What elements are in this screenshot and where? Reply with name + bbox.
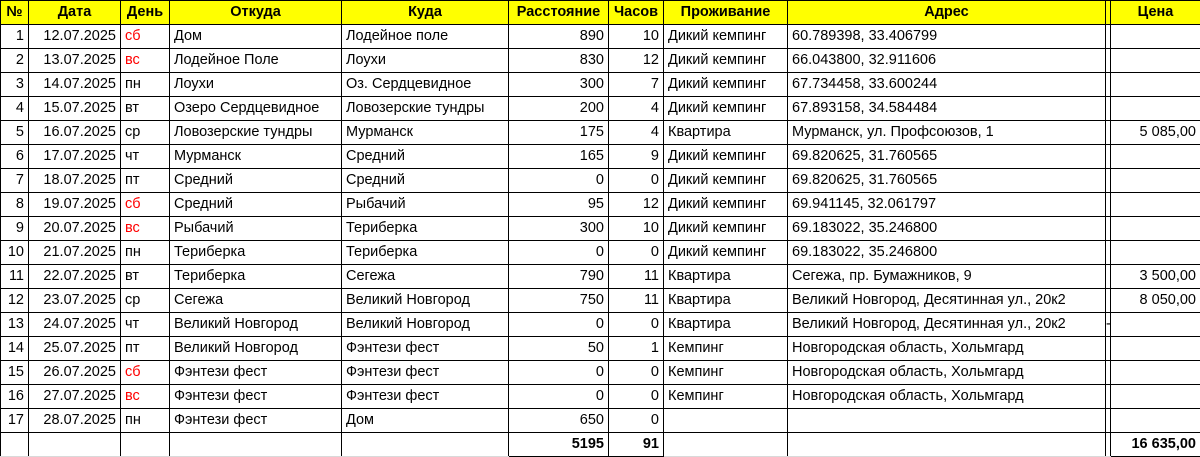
from-cell[interactable]: Териберка	[170, 241, 342, 265]
table-row	[1, 217, 1200, 241]
stay-cell[interactable]: Дикий кемпинг	[664, 169, 788, 193]
header-address[interactable]: Адрес	[788, 1, 1106, 25]
header-distance[interactable]: Расстояние	[509, 1, 609, 25]
from-cell[interactable]: Териберка	[170, 265, 342, 289]
day-cell[interactable]: пн	[121, 241, 170, 265]
date-cell[interactable]: 12.07.2025	[29, 25, 121, 49]
hours-cell[interactable]: 0	[609, 361, 664, 385]
hours-cell[interactable]: 0	[609, 313, 664, 337]
hours-cell[interactable]: 4	[609, 121, 664, 145]
address-cell[interactable]: Великий Новгород, Десятинная ул., 20к2	[788, 313, 1106, 337]
extra-cell[interactable]: -	[1106, 313, 1111, 337]
price-cell[interactable]	[1111, 193, 1200, 217]
date-cell[interactable]: 17.07.2025	[29, 145, 121, 169]
from-cell[interactable]: Лодейное Поле	[170, 49, 342, 73]
address-cell[interactable]: 66.043800, 32.911606	[788, 49, 1106, 73]
day-cell[interactable]: ср	[121, 289, 170, 313]
row-number-cell[interactable]: 9	[1, 217, 29, 241]
to-cell[interactable]: Рыбачий	[342, 193, 509, 217]
to-cell[interactable]: Фэнтези фест	[342, 361, 509, 385]
day-cell[interactable]: сб	[121, 25, 170, 49]
address-cell[interactable]: Новгородская область, Хольмгард	[788, 337, 1106, 361]
day-cell[interactable]: вс	[121, 217, 170, 241]
distance-cell[interactable]: 300	[509, 73, 609, 97]
hours-cell[interactable]: 11	[609, 265, 664, 289]
total-empty-cell[interactable]	[342, 433, 509, 457]
stay-cell[interactable]: Дикий кемпинг	[664, 25, 788, 49]
table-row	[1, 121, 1200, 145]
stay-cell[interactable]	[664, 409, 788, 433]
date-cell[interactable]: 23.07.2025	[29, 289, 121, 313]
distance-cell[interactable]: 200	[509, 97, 609, 121]
from-cell[interactable]: Средний	[170, 169, 342, 193]
to-cell[interactable]: Средний	[342, 145, 509, 169]
from-cell[interactable]: Лоухи	[170, 73, 342, 97]
from-cell[interactable]: Дом	[170, 25, 342, 49]
total-empty-cell[interactable]	[664, 433, 788, 457]
stay-cell[interactable]: Кемпинг	[664, 337, 788, 361]
date-cell[interactable]: 21.07.2025	[29, 241, 121, 265]
date-cell[interactable]: 20.07.2025	[29, 217, 121, 241]
address-cell[interactable]: 69.820625, 31.760565	[788, 145, 1106, 169]
distance-cell[interactable]: 0	[509, 313, 609, 337]
distance-cell[interactable]: 830	[509, 49, 609, 73]
stay-cell[interactable]: Кемпинг	[664, 385, 788, 409]
price-cell[interactable]: 3 500,00	[1111, 265, 1200, 289]
row-number-cell[interactable]: 14	[1, 337, 29, 361]
distance-cell[interactable]: 750	[509, 289, 609, 313]
row-number-cell[interactable]: 4	[1, 97, 29, 121]
from-cell[interactable]: Сегежа	[170, 289, 342, 313]
hours-cell[interactable]: 4	[609, 97, 664, 121]
price-cell[interactable]	[1111, 241, 1200, 265]
from-cell[interactable]: Великий Новгород	[170, 313, 342, 337]
header-stay[interactable]: Проживание	[664, 1, 788, 25]
date-cell[interactable]: 16.07.2025	[29, 121, 121, 145]
table-row	[1, 25, 1200, 49]
day-cell[interactable]: пт	[121, 337, 170, 361]
to-cell[interactable]: Териберка	[342, 241, 509, 265]
table-row	[1, 145, 1200, 169]
hours-cell[interactable]: 0	[609, 169, 664, 193]
table-row	[1, 49, 1200, 73]
header-hours[interactable]: Часов	[609, 1, 664, 25]
price-cell[interactable]	[1111, 145, 1200, 169]
address-cell[interactable]: Мурманск, ул. Профсоюзов, 1	[788, 121, 1106, 145]
header-row	[1, 1, 1200, 25]
from-cell[interactable]: Фэнтези фест	[170, 409, 342, 433]
hours-cell[interactable]: 0	[609, 409, 664, 433]
distance-cell[interactable]: 165	[509, 145, 609, 169]
table-row	[1, 385, 1200, 409]
price-cell[interactable]	[1111, 49, 1200, 73]
day-cell[interactable]: сб	[121, 193, 170, 217]
stay-cell[interactable]: Дикий кемпинг	[664, 73, 788, 97]
total-empty-cell[interactable]	[1, 433, 29, 457]
table-row	[1, 241, 1200, 265]
day-cell[interactable]: вс	[121, 385, 170, 409]
total-distance[interactable]: 5195	[509, 433, 609, 457]
stay-cell[interactable]: Дикий кемпинг	[664, 217, 788, 241]
distance-cell[interactable]: 0	[509, 361, 609, 385]
to-cell[interactable]: Средний	[342, 169, 509, 193]
row-number-cell[interactable]: 16	[1, 385, 29, 409]
header-price[interactable]: Цена	[1111, 1, 1200, 25]
from-cell[interactable]: Фэнтези фест	[170, 385, 342, 409]
price-cell[interactable]	[1111, 25, 1200, 49]
row-number-cell[interactable]: 6	[1, 145, 29, 169]
total-hours[interactable]: 91	[609, 433, 664, 457]
hours-cell[interactable]: 0	[609, 385, 664, 409]
row-number-cell[interactable]: 1	[1, 25, 29, 49]
address-cell[interactable]: 60.789398, 33.406799	[788, 25, 1106, 49]
day-cell[interactable]: вт	[121, 97, 170, 121]
distance-cell[interactable]: 0	[509, 169, 609, 193]
hours-cell[interactable]: 7	[609, 73, 664, 97]
day-cell[interactable]: вт	[121, 265, 170, 289]
date-cell[interactable]: 13.07.2025	[29, 49, 121, 73]
to-cell[interactable]: Фэнтези фест	[342, 385, 509, 409]
distance-cell[interactable]: 0	[509, 385, 609, 409]
row-number-cell[interactable]: 8	[1, 193, 29, 217]
date-cell[interactable]: 19.07.2025	[29, 193, 121, 217]
address-cell[interactable]: Великий Новгород, Десятинная ул., 20к2	[788, 289, 1106, 313]
to-cell[interactable]: Лодейное поле	[342, 25, 509, 49]
to-cell[interactable]: Великий Новгород	[342, 313, 509, 337]
header-number[interactable]: №	[1, 1, 29, 25]
header-from[interactable]: Откуда	[170, 1, 342, 25]
from-cell[interactable]: Мурманск	[170, 145, 342, 169]
total-empty-cell[interactable]	[29, 433, 121, 457]
date-cell[interactable]: 28.07.2025	[29, 409, 121, 433]
to-cell[interactable]: Оз. Сердцевидное	[342, 73, 509, 97]
address-cell[interactable]: 69.183022, 35.246800	[788, 217, 1106, 241]
price-cell[interactable]	[1111, 313, 1200, 337]
stay-cell[interactable]: Квартира	[664, 121, 788, 145]
hours-cell[interactable]: 10	[609, 217, 664, 241]
stay-cell[interactable]: Квартира	[664, 289, 788, 313]
distance-cell[interactable]: 300	[509, 217, 609, 241]
table-row	[1, 97, 1200, 121]
to-cell[interactable]: Сегежа	[342, 265, 509, 289]
hours-cell[interactable]: 0	[609, 241, 664, 265]
row-number-cell[interactable]: 3	[1, 73, 29, 97]
row-number-cell[interactable]: 2	[1, 49, 29, 73]
from-cell[interactable]: Великий Новгород	[170, 337, 342, 361]
distance-cell[interactable]: 175	[509, 121, 609, 145]
distance-cell[interactable]: 890	[509, 25, 609, 49]
table-row	[1, 169, 1200, 193]
row-number-cell[interactable]: 7	[1, 169, 29, 193]
date-cell[interactable]: 26.07.2025	[29, 361, 121, 385]
hours-cell[interactable]: 12	[609, 49, 664, 73]
day-cell[interactable]: вс	[121, 49, 170, 73]
price-cell[interactable]	[1111, 73, 1200, 97]
table-row	[1, 73, 1200, 97]
to-cell[interactable]: Дом	[342, 409, 509, 433]
address-cell[interactable]: 69.941145, 32.061797	[788, 193, 1106, 217]
date-cell[interactable]: 15.07.2025	[29, 97, 121, 121]
address-cell[interactable]: Новгородская область, Хольмгард	[788, 385, 1106, 409]
price-cell[interactable]	[1111, 337, 1200, 361]
totals-row	[1, 433, 1200, 457]
total-price[interactable]: 16 635,00	[1111, 433, 1200, 457]
price-cell[interactable]: 5 085,00	[1111, 121, 1200, 145]
day-cell[interactable]: чт	[121, 145, 170, 169]
table-row	[1, 193, 1200, 217]
distance-cell[interactable]: 95	[509, 193, 609, 217]
price-cell[interactable]	[1111, 361, 1200, 385]
table-row	[1, 409, 1200, 433]
distance-cell[interactable]: 790	[509, 265, 609, 289]
from-cell[interactable]: Фэнтези фест	[170, 361, 342, 385]
distance-cell[interactable]: 0	[509, 241, 609, 265]
stay-cell[interactable]: Дикий кемпинг	[664, 97, 788, 121]
address-cell[interactable]: Новгородская область, Хольмгард	[788, 361, 1106, 385]
from-cell[interactable]: Рыбачий	[170, 217, 342, 241]
date-cell[interactable]: 25.07.2025	[29, 337, 121, 361]
day-cell[interactable]: сб	[121, 361, 170, 385]
hours-cell[interactable]: 1	[609, 337, 664, 361]
day-cell[interactable]: пт	[121, 169, 170, 193]
to-cell[interactable]: Великий Новгород	[342, 289, 509, 313]
day-cell[interactable]: пн	[121, 409, 170, 433]
address-cell[interactable]: Сегежа, пр. Бумажников, 9	[788, 265, 1106, 289]
stay-cell[interactable]: Дикий кемпинг	[664, 145, 788, 169]
row-number-cell[interactable]: 17	[1, 409, 29, 433]
from-cell[interactable]: Озеро Сердцевидное	[170, 97, 342, 121]
total-empty-cell[interactable]	[788, 433, 1106, 457]
distance-cell[interactable]: 50	[509, 337, 609, 361]
table-row	[1, 265, 1200, 289]
stay-cell[interactable]: Дикий кемпинг	[664, 241, 788, 265]
address-cell[interactable]: 67.734458, 33.600244	[788, 73, 1106, 97]
total-empty-cell[interactable]	[121, 433, 170, 457]
day-cell[interactable]: чт	[121, 313, 170, 337]
price-cell[interactable]	[1111, 97, 1200, 121]
to-cell[interactable]: Ловозерские тундры	[342, 97, 509, 121]
header-date[interactable]: Дата	[29, 1, 121, 25]
price-cell[interactable]	[1111, 169, 1200, 193]
hours-cell[interactable]: 9	[609, 145, 664, 169]
from-cell[interactable]: Ловозерские тундры	[170, 121, 342, 145]
hours-cell[interactable]: 11	[609, 289, 664, 313]
hours-cell[interactable]: 12	[609, 193, 664, 217]
date-cell[interactable]: 18.07.2025	[29, 169, 121, 193]
row-number-cell[interactable]: 5	[1, 121, 29, 145]
distance-cell[interactable]: 650	[509, 409, 609, 433]
address-cell[interactable]: 67.893158, 34.584484	[788, 97, 1106, 121]
stay-cell[interactable]: Дикий кемпинг	[664, 193, 788, 217]
total-empty-cell[interactable]	[170, 433, 342, 457]
table-row	[1, 361, 1200, 385]
header-day[interactable]: День	[121, 1, 170, 25]
to-cell[interactable]: Мурманск	[342, 121, 509, 145]
to-cell[interactable]: Лоухи	[342, 49, 509, 73]
hours-cell[interactable]: 10	[609, 25, 664, 49]
date-cell[interactable]: 14.07.2025	[29, 73, 121, 97]
stay-cell[interactable]: Кемпинг	[664, 361, 788, 385]
row-number-cell[interactable]: 11	[1, 265, 29, 289]
row-number-cell[interactable]: 13	[1, 313, 29, 337]
table-row	[1, 337, 1200, 361]
address-cell[interactable]	[788, 409, 1106, 433]
row-number-cell[interactable]: 10	[1, 241, 29, 265]
date-cell[interactable]: 24.07.2025	[29, 313, 121, 337]
stay-cell[interactable]: Дикий кемпинг	[664, 49, 788, 73]
from-cell[interactable]: Средний	[170, 193, 342, 217]
price-cell[interactable]	[1111, 385, 1200, 409]
header-to[interactable]: Куда	[342, 1, 509, 25]
price-cell[interactable]	[1111, 409, 1200, 433]
date-cell[interactable]: 27.07.2025	[29, 385, 121, 409]
table-row	[1, 289, 1200, 313]
row-number-cell[interactable]: 15	[1, 361, 29, 385]
stay-cell[interactable]: Квартира	[664, 265, 788, 289]
row-number-cell[interactable]: 12	[1, 289, 29, 313]
address-cell[interactable]: 69.820625, 31.760565	[788, 169, 1106, 193]
table-row	[1, 313, 1200, 337]
stay-cell[interactable]: Квартира	[664, 313, 788, 337]
day-cell[interactable]: ср	[121, 121, 170, 145]
address-cell[interactable]: 69.183022, 35.246800	[788, 241, 1106, 265]
date-cell[interactable]: 22.07.2025	[29, 265, 121, 289]
table-body	[1, 25, 1200, 433]
price-cell[interactable]	[1111, 217, 1200, 241]
price-cell[interactable]: 8 050,00	[1111, 289, 1200, 313]
day-cell[interactable]: пн	[121, 73, 170, 97]
to-cell[interactable]: Териберка	[342, 217, 509, 241]
to-cell[interactable]: Фэнтези фест	[342, 337, 509, 361]
